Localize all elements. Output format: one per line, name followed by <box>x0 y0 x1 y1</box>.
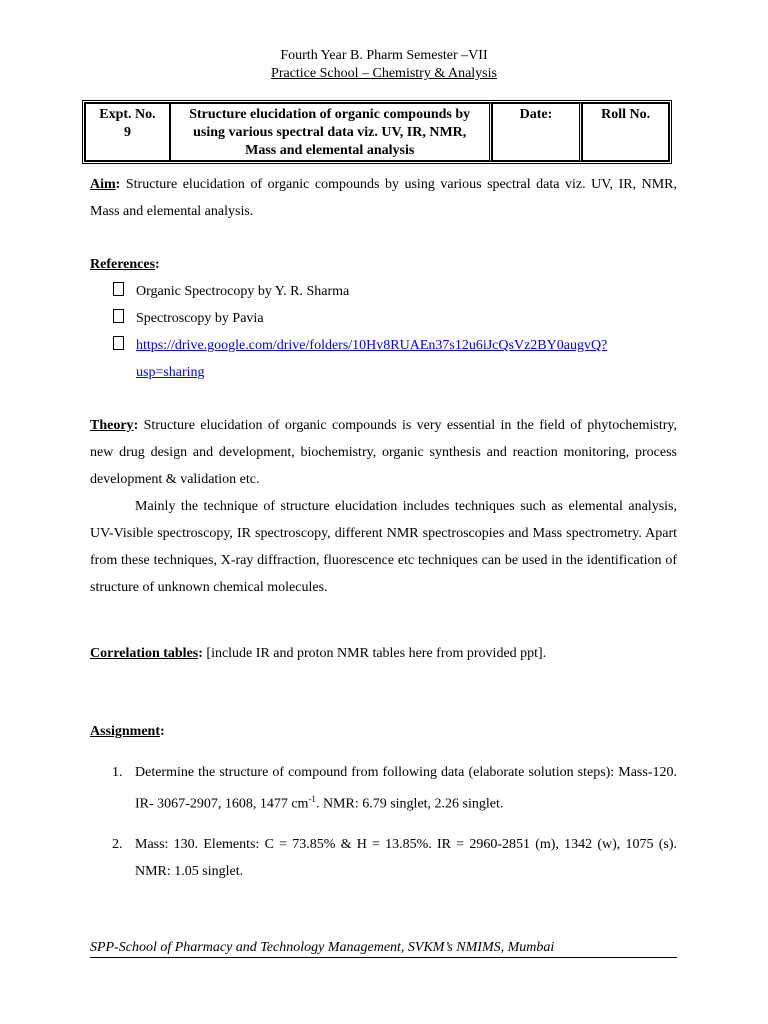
theory-paragraph-1: Structure elucidation of organic compounds is very essential in the field of phytochemistry, new drug design and development, biochemistry, organic synthesis and reaction monitoring, process development & validation etc. <box>90 418 677 487</box>
roll-no-label: Roll No. <box>601 107 651 122</box>
assignment-heading: Assignment: <box>90 724 165 739</box>
reference-item <box>113 305 264 332</box>
correlation-label: Correlation tables <box>90 646 199 661</box>
date-label: Date: <box>519 107 553 122</box>
reference-item-link <box>113 332 607 386</box>
reference-text: Organic Spectrocopy by Y. R. Sharma <box>136 284 350 299</box>
expt-no-label: Expt. No. <box>99 107 156 122</box>
question-text: Determine the structure of compound from following data (elaborate solution steps): Mass-120. IR- 3067-2907, 1608, 1477 cm <box>135 765 677 812</box>
correlation-section: Correlation tables: [include IR and proton NMR tables here from provided ppt]. <box>90 646 547 661</box>
question-text: Mass: 130. Elements: C = 73.85% & H = 13.85%. IR = 2960-2851 (m), 1342 (w), 1075 (s). NMR: 1.05 singlet. <box>135 836 677 879</box>
question-text-end: . NMR: 6.79 singlet, 2.26 singlet. <box>315 796 504 812</box>
references-label: References <box>90 257 156 272</box>
drive-link-continued[interactable]: usp=sharing <box>136 365 205 380</box>
page-footer: SPP-School of Pharmacy and Technology Management, SVKM’s NMIMS, Mumbai <box>90 940 677 958</box>
superscript: -1 <box>308 794 316 804</box>
item-number: 2. <box>112 836 123 852</box>
expt-title-line: Structure elucidation of organic compounds by <box>189 107 471 122</box>
roll-no-cell <box>582 103 669 161</box>
bullet-box-icon <box>113 309 124 323</box>
expt-no-value: 9 <box>123 125 131 140</box>
assignment-list <box>90 759 677 898</box>
expt-title-line: using various spectral data viz. UV, IR, NMR, <box>193 125 467 140</box>
date-cell <box>492 103 583 161</box>
aim-section: Aim: Structure elucidation of organic compounds by using various spectral data viz. UV, IR, NMR, Mass and elemental analysis. <box>90 177 677 219</box>
aim-text: Structure elucidation of organic compounds by using various spectral data viz. UV, IR, NMR, Mass and elemental analysis. <box>90 177 677 219</box>
course-subheader: Practice School – Chemistry & Analysis <box>271 66 497 81</box>
assignment-label: Assignment <box>90 724 161 739</box>
theory-section: Theory: Structure elucidation of organic compounds is very essential in the field of phytochemistry, new drug design and development, biochemistry, organic synthesis and reaction monitoring, process development & validation etc. Mainly the technique of structure elucidation includes techniques such as elemental analysis, UV-Visible spectroscopy, IR spectroscopy, different NMR spectroscopies and Mass spectrometry. Apart from these techniques, X-ray diffraction, fluorescence etc techniques can be used in the identification of structure of unknown chemical molecules. <box>90 412 677 601</box>
correlation-text: [include IR and proton NMR tables here from provided ppt]. <box>202 646 547 661</box>
list-item <box>90 759 677 818</box>
theory-label: Theory <box>90 418 134 433</box>
aim-label: Aim <box>90 177 116 192</box>
experiment-info-table <box>82 100 672 164</box>
expt-title-cell <box>170 103 492 161</box>
reference-item <box>113 278 349 305</box>
expt-title-line: Mass and elemental analysis <box>245 143 415 158</box>
bullet-box-icon <box>113 336 124 350</box>
item-number: 1. <box>112 765 123 780</box>
bullet-box-icon <box>113 282 124 296</box>
references-heading: References: <box>90 257 160 272</box>
course-header: Fourth Year B. Pharm Semester –VII <box>280 48 488 63</box>
expt-no-cell <box>85 103 170 161</box>
list-item <box>90 831 677 885</box>
reference-text: Spectroscopy by Pavia <box>136 311 264 326</box>
drive-link[interactable]: https://drive.google.com/drive/folders/10Hv8RUAEn37s12u6iJcQsVz2BY0augvQ? <box>136 338 608 353</box>
theory-paragraph-2: Mainly the technique of structure elucidation includes techniques such as elemental analysis, UV-Visible spectroscopy, IR spectroscopy, different NMR spectroscopies and Mass spectrometry. Apart from these techniques, X-ray diffraction, fluorescence etc techniques can be used in the identification of structure of unknown chemical molecules. <box>90 499 677 595</box>
